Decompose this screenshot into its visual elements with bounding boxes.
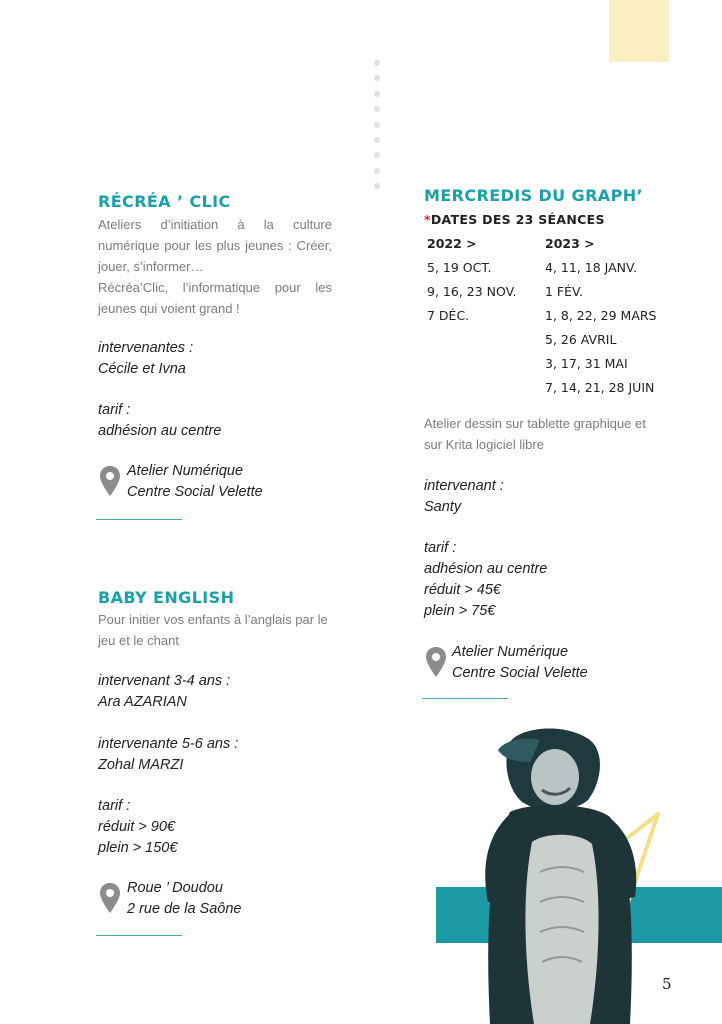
mercredis-tarif-reduit: réduit > 45€ xyxy=(424,582,501,598)
date-row: 9, 16, 23 NOV. xyxy=(427,284,517,299)
map-pin-icon xyxy=(99,882,121,914)
date-row: 1 FÉV. xyxy=(545,284,583,299)
mercredis-title: MERCREDIS DU GRAPH’ xyxy=(424,186,643,205)
map-pin-icon xyxy=(99,465,121,497)
mercredis-int-label: intervenant : xyxy=(424,478,504,494)
baby-int2-value: Zohal MARZI xyxy=(98,757,184,773)
mercredis-location-line1: Atelier Numérique xyxy=(452,644,569,660)
baby-int1-value: Ara AZARIAN xyxy=(98,694,187,710)
divider xyxy=(422,698,508,699)
recrea-clic-description xyxy=(98,214,332,319)
dates-heading xyxy=(424,212,605,227)
baby-location-line1: Roue ’ Doudou xyxy=(127,880,223,896)
baby-tarif-reduit: réduit > 90€ xyxy=(98,819,175,835)
date-row: 4, 11, 18 JANV. xyxy=(545,260,637,275)
mercredis-tarif-value: adhésion au centre xyxy=(424,561,548,577)
dates-column-2022 xyxy=(427,232,542,328)
baby-location-line2: 2 rue de la Saône xyxy=(127,901,242,917)
mercredis-location xyxy=(452,642,588,684)
year-2023: 2023 > xyxy=(545,236,595,251)
baby-int2-label: intervenante 5-6 ans : xyxy=(98,736,239,752)
mercredis-int-value: Santy xyxy=(424,499,462,515)
mercredis-location-line2: Centre Social Velette xyxy=(452,665,588,681)
date-row: 3, 17, 31 MAI xyxy=(545,356,628,371)
date-row: 5, 19 OCT. xyxy=(427,260,492,275)
child-photo xyxy=(470,722,650,1024)
recrea-tarif-label: tarif : xyxy=(98,402,131,418)
yellow-corner-block xyxy=(609,0,669,62)
recrea-desc-2: Récréa’Clic, l’informatique pour les jeunes qui voient grand ! xyxy=(98,280,332,316)
baby-tarif-label: tarif : xyxy=(98,798,131,814)
dates-title: DATES DES 23 SÉANCES xyxy=(430,212,605,227)
recrea-location xyxy=(127,461,263,503)
baby-int1-label: intervenant 3-4 ans : xyxy=(98,673,231,689)
recrea-intervenants-value: Cécile et Ivna xyxy=(98,361,186,377)
date-row: 7, 14, 21, 28 JUIN xyxy=(545,380,655,395)
dot-column-decoration xyxy=(372,60,382,199)
divider xyxy=(96,519,182,520)
dates-column-2023 xyxy=(545,232,685,400)
mercredis-description: Atelier dessin sur tablette graphique et sur Krita logiciel libre xyxy=(424,416,646,452)
baby-english-title: BABY ENGLISH xyxy=(98,588,235,607)
divider xyxy=(96,935,182,936)
page-number: 5 xyxy=(662,975,672,993)
date-row: 1, 8, 22, 29 MARS xyxy=(545,308,657,323)
recrea-clic-title: RÉCRÉA ’ CLIC xyxy=(98,192,231,211)
year-2022: 2022 > xyxy=(427,236,477,251)
baby-location xyxy=(127,878,241,920)
recrea-desc-1: Ateliers d’initiation à la culture numérique pour les plus jeunes : Créer, jouer, s’informer… xyxy=(98,217,332,274)
date-row: 7 DÉC. xyxy=(427,308,470,323)
baby-english-description: Pour initier vos enfants à l’anglais par le jeu et le chant xyxy=(98,612,328,648)
mercredis-tarif-label: tarif : xyxy=(424,540,457,556)
baby-tarif-plein: plein > 150€ xyxy=(98,840,178,856)
recrea-location-line2: Centre Social Velette xyxy=(127,484,263,500)
recrea-location-line1: Atelier Numérique xyxy=(127,463,244,479)
map-pin-icon xyxy=(425,646,447,678)
asterisk: * xyxy=(424,212,431,227)
recrea-intervenants-label: intervenantes : xyxy=(98,340,194,356)
recrea-tarif-value: adhésion au centre xyxy=(98,423,222,439)
mercredis-tarif-plein: plein > 75€ xyxy=(424,603,496,619)
date-row: 5, 26 AVRIL xyxy=(545,332,617,347)
